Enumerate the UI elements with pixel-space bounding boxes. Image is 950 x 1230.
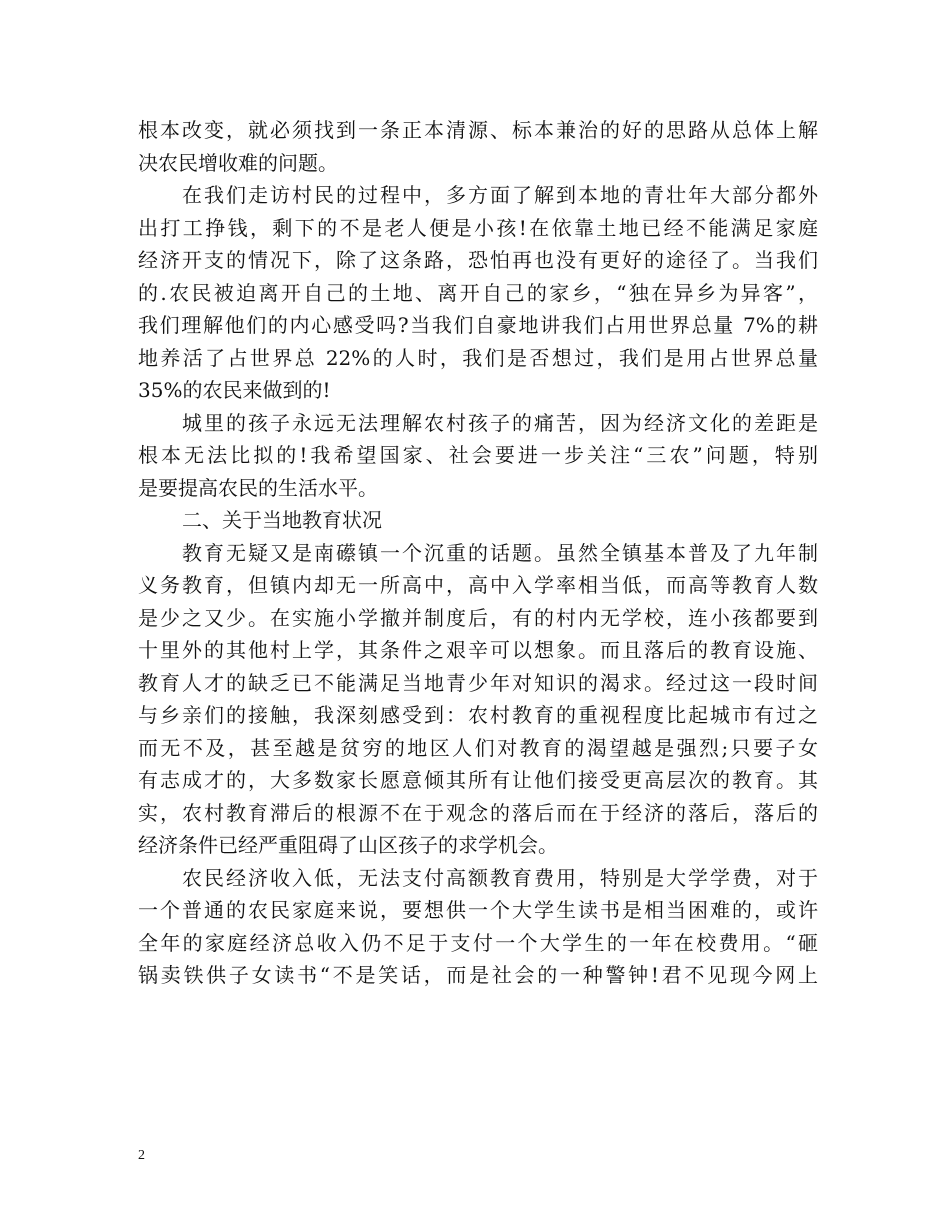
text-line: 决农民增收难的问题。 [138, 150, 338, 175]
document-body [138, 114, 818, 992]
text-line: 义务教育，但镇内却无一所高中，高中入学率相当低，而高等教育人数 [138, 573, 818, 597]
text-line: 是要提高农民的生活水平。 [138, 475, 378, 500]
text-line: 教育人才的缺乏已不能满足当地青少年对知识的渴求。经过这一段时间 [138, 670, 818, 695]
text-line: 在我们走访村民的过程中，多方面了解到本地的青壮年大部分都外 [182, 183, 818, 207]
text-line: 而无不及，甚至越是贫穷的地区人们对教育的渴望越是强烈;只要子女 [138, 735, 818, 760]
text-line: 经济开支的情况下，除了这条路，恐怕再也没有更好的途径了。当我们 [138, 248, 818, 272]
text-line: 经济条件已经严重阻碍了山区孩子的求学机会。 [138, 833, 558, 857]
text-line: 城里的孩子永远无法理解农村孩子的痛苦，因为经济文化的差距是 [182, 410, 818, 435]
text-line: 地养活了占世界总 22%的人时，我们是否想过，我们是用占世界总量 [138, 345, 818, 370]
text-line: 农民经济收入低，无法支付高额教育费用，特别是大学学费，对于 [182, 865, 818, 890]
page-number: 2 [138, 1148, 145, 1163]
section-heading: 二、关于当地教育状况 [182, 508, 382, 532]
text-line: 与乡亲们的接触，我深刻感受到：农村教育的重视程度比起城市有过之 [138, 703, 818, 727]
text-line: 根本无法比拟的!我希望国家、社会要进一步关注“三农”问题，特别 [138, 443, 818, 467]
text-line: 我们理解他们的内心感受吗?当我们自豪地讲我们占用世界总量 7%的耕 [138, 313, 818, 337]
text-line: 锅卖铁供子女读书“不是笑话，而是社会的一种警钟!君不见现今网上 [138, 963, 818, 987]
text-line: 根本改变，就必须找到一条正本清源、标本兼治的好的思路从总体上解 [138, 118, 818, 142]
text-line: 十里外的其他村上学，其条件之艰辛可以想象。而且落后的教育设施、 [138, 638, 818, 662]
text-line: 全年的家庭经济总收入仍不足于支付一个大学生的一年在校费用。“砸 [138, 930, 818, 955]
text-line: 是少之又少。在实施小学撤并制度后，有的村内无学校，连小孩都要到 [138, 605, 818, 630]
text-line: 的.农民被迫离开自己的土地、离开自己的家乡，“独在异乡为异客”， [138, 280, 818, 305]
text-line: 有志成才的，大多数家长愿意倾其所有让他们接受更高层次的教育。其 [138, 768, 818, 792]
text-line: 出打工挣钱，剩下的不是老人便是小孩!在依靠土地已经不能满足家庭 [138, 215, 818, 240]
text-line: 实，农村教育滞后的根源不在于观念的落后而在于经济的落后，落后的 [138, 800, 818, 825]
text-line: 35%的农民来做到的! [138, 378, 331, 402]
text-line: 一个普通的农民家庭来说，要想供一个大学生读书是相当困难的，或许 [138, 898, 818, 922]
text-line: 教育无疑又是南礤镇一个沉重的话题。虽然全镇基本普及了九年制 [182, 540, 818, 565]
